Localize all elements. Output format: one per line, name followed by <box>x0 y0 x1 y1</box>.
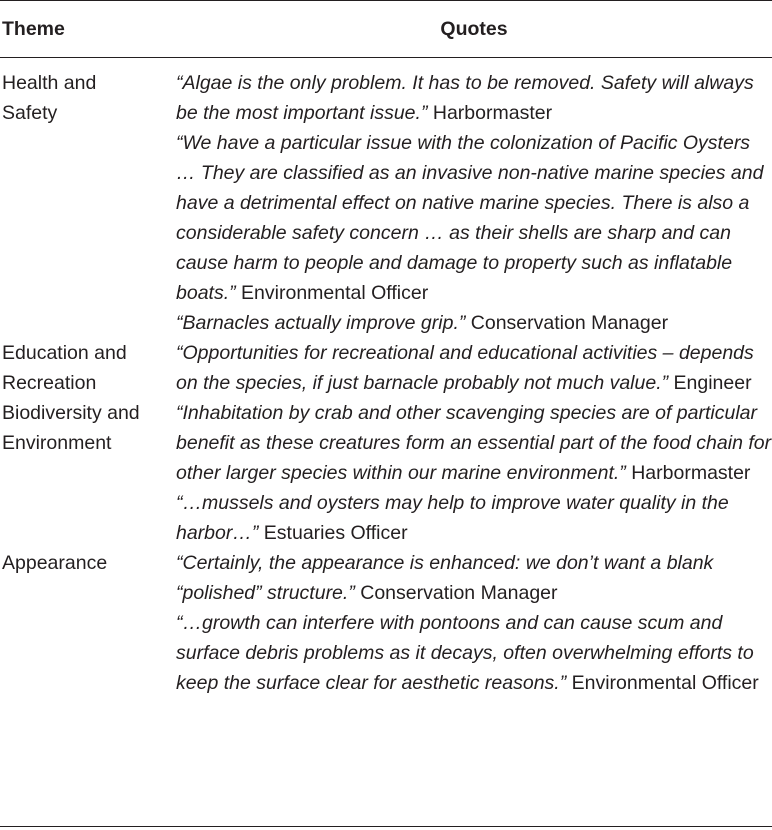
quote-text: “Opportunities for recreational and educational activities – depends on the species, if just barnacle probably not much value.” <box>176 342 754 394</box>
theme-label: Health and <box>2 72 97 94</box>
quote-source: Conservation Manager <box>360 582 558 604</box>
theme-label: Appearance <box>2 552 108 574</box>
theme-cell <box>0 338 176 398</box>
quote <box>176 128 772 308</box>
table-row <box>0 548 772 698</box>
quotes-cell <box>176 548 772 698</box>
quote <box>176 548 772 608</box>
quote <box>176 338 772 398</box>
quotes-cell <box>176 68 772 338</box>
quote-text: “We have a particular issue with the colonization of Pacific Oysters … They are classified as an invasive non-native marine species and have a detrimental effect on native marine species. There is also a considerable safety concern … as their shells are sharp and can cause harm to people and damage to property such as inflatable boats.” <box>176 132 764 304</box>
table-body <box>0 68 772 698</box>
quote-text: “Barnacles actually improve grip.” <box>176 312 466 334</box>
theme-label: Education and <box>2 342 127 364</box>
quote-source: Harbormaster <box>432 102 553 124</box>
header-theme: Theme <box>2 18 65 40</box>
quote-source: Estuaries Officer <box>263 522 408 544</box>
theme-label: Recreation <box>2 372 97 394</box>
header-quotes: Quotes <box>440 18 508 40</box>
table-bottom-rule <box>0 826 772 827</box>
quote <box>176 608 772 698</box>
table-row <box>0 68 772 338</box>
quote-text: “…growth can interfere with pontoons and can cause scum and surface debris problems as it decays, often overwhelming efforts to keep the surface clear for aesthetic reasons.” <box>176 612 754 694</box>
theme-cell <box>0 68 176 338</box>
quote <box>176 68 772 128</box>
quote-text: “Certainly, the appearance is enhanced: we don’t want a blank “polished” structure.” <box>176 552 714 604</box>
quotes-cell <box>176 398 772 548</box>
quote-source: Environmental Officer <box>571 672 759 694</box>
quote <box>176 308 772 338</box>
theme-label: Biodiversity and <box>2 402 140 424</box>
header-rule <box>0 57 772 58</box>
quote-source: Conservation Manager <box>470 312 669 334</box>
quote <box>176 398 772 488</box>
quote-source: Harbormaster <box>631 462 751 484</box>
table-row <box>0 338 772 398</box>
table-header <box>0 14 772 44</box>
quote-source: Environmental Officer <box>241 282 429 304</box>
table-top-rule <box>0 0 772 1</box>
quote-source: Engineer <box>673 372 752 394</box>
quote-text: “Inhabitation by crab and other scavenging species are of particular benefit as these creatures form an essential part of the food chain for other larger species within our marine environment.” <box>176 402 772 484</box>
quote-text: “…mussels and oysters may help to improve water quality in the harbor…” <box>176 492 729 544</box>
quotes-cell <box>176 338 772 398</box>
table-row <box>0 398 772 548</box>
quote <box>176 488 772 548</box>
theme-label: Environment <box>2 432 112 454</box>
theme-cell <box>0 398 176 548</box>
theme-label: Safety <box>2 102 58 124</box>
theme-cell <box>0 548 176 698</box>
quote-text: “Algae is the only problem. It has to be removed. Safety will always be the most important issue.” <box>176 72 754 124</box>
